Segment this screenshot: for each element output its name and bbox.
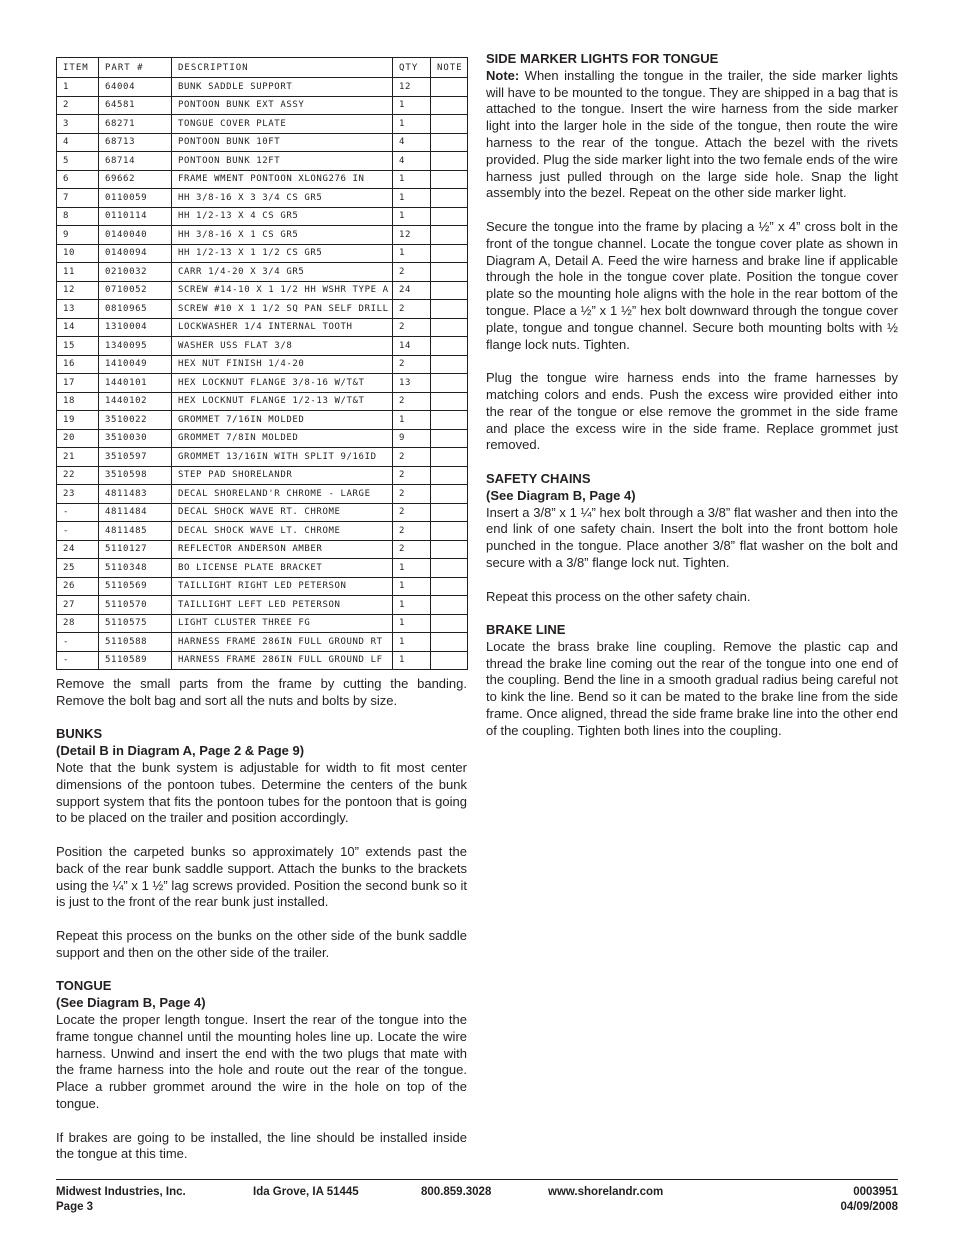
table-row	[57, 355, 468, 374]
description-cell: WASHER USS FLAT 3/8	[172, 337, 393, 356]
item-cell: 21	[57, 448, 99, 467]
part-number-cell: 1310004	[99, 318, 172, 337]
description-cell: SCREW #14-10 X 1 1/2 HH WSHR TYPE A	[172, 281, 393, 300]
footer-page-number: Page 3	[56, 1201, 94, 1213]
note-cell	[431, 189, 468, 208]
side-marker-paragraph-2: Secure the tongue into the frame by placing a ½” x 4” cross bolt in the front of the tongue channel. Locate the tongue cover plate as shown in Diagram A, Detail A. Feed the wire harness and brake line if applicable through the hole in the tongue cover plate. Position the tongue cover plate so the mounting hole aligns with the hole in the rear bottom of the tongue. Place a ½” x 1 ½” hex bolt downward through the tongue cover plate, tongue and tongue channel. Secure both mounting bolts with ½ flange lock nuts. Tighten.	[486, 218, 898, 352]
footer-website: www.shorelandr.com	[548, 1186, 664, 1198]
footer-divider	[56, 1179, 898, 1180]
left-column	[56, 676, 467, 1163]
description-cell: HEX LOCKNUT FLANGE 3/8-16 W/T&T	[172, 374, 393, 393]
item-cell: 15	[57, 337, 99, 356]
description-cell: REFLECTOR ANDERSON AMBER	[172, 540, 393, 559]
table-row	[57, 411, 468, 430]
bunks-paragraph-1: Note that the bunk system is adjustable for width to fit most center dimensions of the pontoon tubes. Determine the centers of the bunk support system that fits the pontoon tubes for the pontoon that is going to be placed on the trailer and position accordingly.	[56, 759, 467, 826]
item-cell: 22	[57, 466, 99, 485]
note-cell	[431, 374, 468, 393]
table-row	[57, 281, 468, 300]
note-cell	[431, 207, 468, 226]
qty-cell: 2	[393, 485, 431, 504]
right-column	[486, 51, 898, 740]
note-cell	[431, 429, 468, 448]
qty-cell: 12	[393, 226, 431, 245]
part-number-cell: 0140040	[99, 226, 172, 245]
table-row	[57, 485, 468, 504]
item-cell: -	[57, 651, 99, 670]
bunks-paragraph-2: Position the carpeted bunks so approximately 10” extends past the back of the rear bunk saddle support. Attach the bunks to the brackets using the ¼” x 1 ½” lag screws provided. Position the second bunk so it is just to the front of the rear bunk just installed.	[56, 843, 467, 910]
description-cell: CARR 1/4-20 X 3/4 GR5	[172, 263, 393, 282]
side-marker-text: When installing the tongue in the trailer, the side marker lights will have to be mounted to the tongue. They are shipped in a bag that is attached to the tongue. Insert the wire harness from the side marker light into the larger hole in the side of the tongue, then route the wire harness to the rear of the tongue. Attach the bezel with the rivets provided. Plug the side marker light into the two female ends of the wire harness just pulled through on the large side hole. Snap the light assembly into the bezel. Repeat on the other side marker light.	[486, 67, 898, 201]
item-cell: 23	[57, 485, 99, 504]
footer-phone: 800.859.3028	[421, 1186, 492, 1198]
item-cell: 1	[57, 78, 99, 97]
item-cell: 27	[57, 596, 99, 615]
part-number-cell: 5110569	[99, 577, 172, 596]
footer-document-number: 0003951	[853, 1186, 898, 1198]
item-cell: -	[57, 503, 99, 522]
part-number-cell: 5110588	[99, 633, 172, 652]
note-cell	[431, 244, 468, 263]
tongue-paragraph-2: If brakes are going to be installed, the line should be installed inside the tongue at this time.	[56, 1129, 467, 1162]
side-marker-heading: SIDE MARKER LIGHTS FOR TONGUE	[486, 51, 719, 66]
table-row	[57, 374, 468, 393]
table-row	[57, 133, 468, 152]
qty-cell: 2	[393, 318, 431, 337]
item-cell: 26	[57, 577, 99, 596]
part-number-cell: 68714	[99, 152, 172, 171]
part-number-cell: 68271	[99, 115, 172, 134]
part-number-cell: 0140094	[99, 244, 172, 263]
table-row	[57, 429, 468, 448]
qty-cell: 1	[393, 207, 431, 226]
note-label: Note:	[486, 67, 520, 83]
note-cell	[431, 226, 468, 245]
item-cell: 13	[57, 300, 99, 319]
item-cell: 18	[57, 392, 99, 411]
qty-cell: 14	[393, 337, 431, 356]
item-cell: 24	[57, 540, 99, 559]
description-cell: HH 1/2-13 X 1 1/2 CS GR5	[172, 244, 393, 263]
table-row	[57, 577, 468, 596]
bunks-paragraph-3: Repeat this process on the bunks on the other side of the bunk saddle support and then on the other side of the trailer.	[56, 927, 467, 960]
item-cell: 11	[57, 263, 99, 282]
description-cell: DECAL SHOCK WAVE RT. CHROME	[172, 503, 393, 522]
item-cell: 7	[57, 189, 99, 208]
qty-cell: 1	[393, 614, 431, 633]
table-row	[57, 466, 468, 485]
part-number-cell: 5110575	[99, 614, 172, 633]
table-row	[57, 337, 468, 356]
note-cell	[431, 337, 468, 356]
qty-cell: 1	[393, 596, 431, 615]
header-item: ITEM	[57, 58, 99, 78]
qty-cell: 1	[393, 244, 431, 263]
part-number-cell: 3510022	[99, 411, 172, 430]
note-cell	[431, 263, 468, 282]
qty-cell: 2	[393, 522, 431, 541]
header-qty: QTY	[393, 58, 431, 78]
safety-chains-paragraph-2: Repeat this process on the other safety chain.	[486, 588, 751, 604]
item-cell: 14	[57, 318, 99, 337]
note-cell	[431, 466, 468, 485]
table-row	[57, 392, 468, 411]
note-cell	[431, 170, 468, 189]
qty-cell: 2	[393, 355, 431, 374]
description-cell: HARNESS FRAME 286IN FULL GROUND RT	[172, 633, 393, 652]
safety-chains-heading: SAFETY CHAINS	[486, 470, 591, 486]
part-number-cell: 5110127	[99, 540, 172, 559]
note-cell	[431, 577, 468, 596]
footer-date: 04/09/2008	[840, 1201, 898, 1213]
safety-chains-paragraph-1: Insert a 3/8” x 1 ¼” hex bolt through a 3/8” flat washer and then into the end link of one safety chain. Insert the bolt into the front bottom hole punched in the tongue. Place another 3/8” flat washer on the bolt and secure with a 3/8” flange lock nut. Tighten.	[486, 504, 898, 570]
qty-cell: 2	[393, 263, 431, 282]
part-number-cell: 3510597	[99, 448, 172, 467]
side-marker-paragraph-3: Plug the tongue wire harness ends into the frame harnesses by matching colors and ends. Push the excess wire provided either into the rear of the tongue or else remove the grommet in the side frame and place the excess wire in the side frame. Replace grommet just removed.	[486, 370, 898, 453]
part-number-cell: 0110114	[99, 207, 172, 226]
qty-cell: 12	[393, 78, 431, 97]
note-cell	[431, 411, 468, 430]
qty-cell: 2	[393, 448, 431, 467]
description-cell: BUNK SADDLE SUPPORT	[172, 78, 393, 97]
item-cell: -	[57, 633, 99, 652]
qty-cell: 1	[393, 633, 431, 652]
description-cell: STEP PAD SHORELANDR	[172, 466, 393, 485]
table-row	[57, 226, 468, 245]
description-cell: HARNESS FRAME 286IN FULL GROUND LF	[172, 651, 393, 670]
description-cell: HH 3/8-16 X 3 3/4 CS GR5	[172, 189, 393, 208]
footer-company: Midwest Industries, Inc.	[56, 1186, 186, 1198]
qty-cell: 13	[393, 374, 431, 393]
header-description: DESCRIPTION	[172, 58, 393, 78]
item-cell: 25	[57, 559, 99, 578]
table-row	[57, 596, 468, 615]
qty-cell: 24	[393, 281, 431, 300]
table-row	[57, 207, 468, 226]
part-number-cell: 68713	[99, 133, 172, 152]
part-number-cell: 1440102	[99, 392, 172, 411]
table-row	[57, 503, 468, 522]
description-cell: PONTOON BUNK 12FT	[172, 152, 393, 171]
note-cell	[431, 540, 468, 559]
part-number-cell: 4811483	[99, 485, 172, 504]
part-number-cell: 0710052	[99, 281, 172, 300]
item-cell: -	[57, 522, 99, 541]
description-cell: GROMMET 7/8IN MOLDED	[172, 429, 393, 448]
brake-line-heading: BRAKE LINE	[486, 622, 566, 638]
safety-chains-subheading: (See Diagram B, Page 4)	[486, 487, 636, 503]
part-number-cell: 1440101	[99, 374, 172, 393]
parts-table	[56, 57, 468, 670]
note-cell	[431, 522, 468, 541]
qty-cell: 1	[393, 170, 431, 189]
qty-cell: 1	[393, 115, 431, 134]
item-cell: 16	[57, 355, 99, 374]
qty-cell: 2	[393, 466, 431, 485]
qty-cell: 4	[393, 152, 431, 171]
qty-cell: 1	[393, 559, 431, 578]
description-cell: TONGUE COVER PLATE	[172, 115, 393, 134]
description-cell: FRAME WMENT PONTOON XLONG276 IN	[172, 170, 393, 189]
part-number-cell: 0210032	[99, 263, 172, 282]
item-cell: 9	[57, 226, 99, 245]
item-cell: 12	[57, 281, 99, 300]
part-number-cell: 1340095	[99, 337, 172, 356]
note-cell	[431, 596, 468, 615]
qty-cell: 1	[393, 411, 431, 430]
description-cell: HH 1/2-13 X 4 CS GR5	[172, 207, 393, 226]
item-cell: 6	[57, 170, 99, 189]
table-row	[57, 263, 468, 282]
note-cell	[431, 485, 468, 504]
note-cell	[431, 633, 468, 652]
description-cell: HEX LOCKNUT FLANGE 1/2-13 W/T&T	[172, 392, 393, 411]
note-cell	[431, 355, 468, 374]
note-cell	[431, 115, 468, 134]
part-number-cell: 5110348	[99, 559, 172, 578]
note-cell	[431, 318, 468, 337]
qty-cell: 9	[393, 429, 431, 448]
part-number-cell: 4811485	[99, 522, 172, 541]
description-cell: PONTOON BUNK EXT ASSY	[172, 96, 393, 115]
parts-table-header	[57, 58, 468, 78]
table-row	[57, 189, 468, 208]
description-cell: HH 3/8-16 X 1 CS GR5	[172, 226, 393, 245]
table-row	[57, 633, 468, 652]
item-cell: 19	[57, 411, 99, 430]
description-cell: SCREW #10 X 1 1/2 SQ PAN SELF DRILL	[172, 300, 393, 319]
note-cell	[431, 503, 468, 522]
part-number-cell: 3510598	[99, 466, 172, 485]
item-cell: 17	[57, 374, 99, 393]
part-number-cell: 5110570	[99, 596, 172, 615]
note-cell	[431, 614, 468, 633]
description-cell: PONTOON BUNK 10FT	[172, 133, 393, 152]
note-cell	[431, 300, 468, 319]
table-row	[57, 559, 468, 578]
item-cell: 28	[57, 614, 99, 633]
bunks-heading: BUNKS	[56, 726, 103, 742]
qty-cell: 1	[393, 577, 431, 596]
part-number-cell: 64581	[99, 96, 172, 115]
item-cell: 8	[57, 207, 99, 226]
description-cell: LIGHT CLUSTER THREE FG	[172, 614, 393, 633]
part-number-cell: 0810965	[99, 300, 172, 319]
qty-cell: 2	[393, 503, 431, 522]
qty-cell: 2	[393, 540, 431, 559]
note-cell	[431, 651, 468, 670]
description-cell: DECAL SHOCK WAVE LT. CHROME	[172, 522, 393, 541]
description-cell: HEX NUT FINISH 1/4-20	[172, 355, 393, 374]
footer-city: Ida Grove, IA 51445	[253, 1186, 359, 1198]
table-row	[57, 244, 468, 263]
note-cell	[431, 448, 468, 467]
table-row	[57, 540, 468, 559]
table-row	[57, 614, 468, 633]
qty-cell: 1	[393, 96, 431, 115]
qty-cell: 2	[393, 392, 431, 411]
description-cell: TAILLIGHT LEFT LED PETERSON	[172, 596, 393, 615]
parts-table-body	[57, 78, 468, 670]
item-cell: 3	[57, 115, 99, 134]
header-note: NOTE	[431, 58, 468, 78]
description-cell: DECAL SHORELAND'R CHROME - LARGE	[172, 485, 393, 504]
tongue-subheading: (See Diagram B, Page 4)	[56, 995, 206, 1011]
part-number-cell: 3510030	[99, 429, 172, 448]
item-cell: 2	[57, 96, 99, 115]
description-cell: BO LICENSE PLATE BRACKET	[172, 559, 393, 578]
bunks-subheading: (Detail B in Diagram A, Page 2 & Page 9)	[56, 743, 305, 759]
tongue-paragraph-1: Locate the proper length tongue. Insert the rear of the tongue into the frame tongue channel until the mounting holes line up. Locate the wire harness. Unwind and insert the end with the two plugs that mate with the frame harness into the hole and route out the rear of the tongue. Place a rubber grommet around the wire in the hole on top of the tongue.	[56, 1011, 467, 1111]
description-cell: TAILLIGHT RIGHT LED PETERSON	[172, 577, 393, 596]
table-row	[57, 522, 468, 541]
description-cell: LOCKWASHER 1/4 INTERNAL TOOTH	[172, 318, 393, 337]
qty-cell: 1	[393, 651, 431, 670]
intro-paragraph: Remove the small parts from the frame by cutting the banding. Remove the bolt bag and sort all the nuts and bolts by size.	[56, 676, 467, 708]
part-number-cell: 0110059	[99, 189, 172, 208]
part-number-cell: 5110589	[99, 651, 172, 670]
table-row	[57, 318, 468, 337]
part-number-cell: 69662	[99, 170, 172, 189]
item-cell: 4	[57, 133, 99, 152]
table-row	[57, 170, 468, 189]
side-marker-paragraph-1	[486, 68, 898, 202]
part-number-cell: 4811484	[99, 503, 172, 522]
table-row	[57, 78, 468, 97]
header-part-number: PART #	[99, 58, 172, 78]
qty-cell: 2	[393, 300, 431, 319]
qty-cell: 4	[393, 133, 431, 152]
table-row	[57, 115, 468, 134]
item-cell: 10	[57, 244, 99, 263]
table-row	[57, 300, 468, 319]
table-row	[57, 651, 468, 670]
note-cell	[431, 96, 468, 115]
note-cell	[431, 152, 468, 171]
brake-line-paragraph: Locate the brass brake line coupling. Remove the plastic cap and thread the brake line coming out the rear of the tongue into one end of the coupling. Bend the line in a smooth gradual radius being careful not to kink the line. Bend so it can be mated to the brake line from the side frame. Once aligned, thread the side frame brake line into the other end of the coupling. Tighten both lines into the coupling.	[486, 638, 898, 738]
note-cell	[431, 281, 468, 300]
note-cell	[431, 78, 468, 97]
description-cell: GROMMET 7/16IN MOLDED	[172, 411, 393, 430]
tongue-heading: TONGUE	[56, 978, 112, 994]
part-number-cell: 1410049	[99, 355, 172, 374]
item-cell: 20	[57, 429, 99, 448]
part-number-cell: 64004	[99, 78, 172, 97]
description-cell: GROMMET 13/16IN WITH SPLIT 9/16ID	[172, 448, 393, 467]
item-cell: 5	[57, 152, 99, 171]
table-row	[57, 96, 468, 115]
qty-cell: 1	[393, 189, 431, 208]
table-row	[57, 448, 468, 467]
table-row	[57, 152, 468, 171]
note-cell	[431, 559, 468, 578]
note-cell	[431, 392, 468, 411]
note-cell	[431, 133, 468, 152]
